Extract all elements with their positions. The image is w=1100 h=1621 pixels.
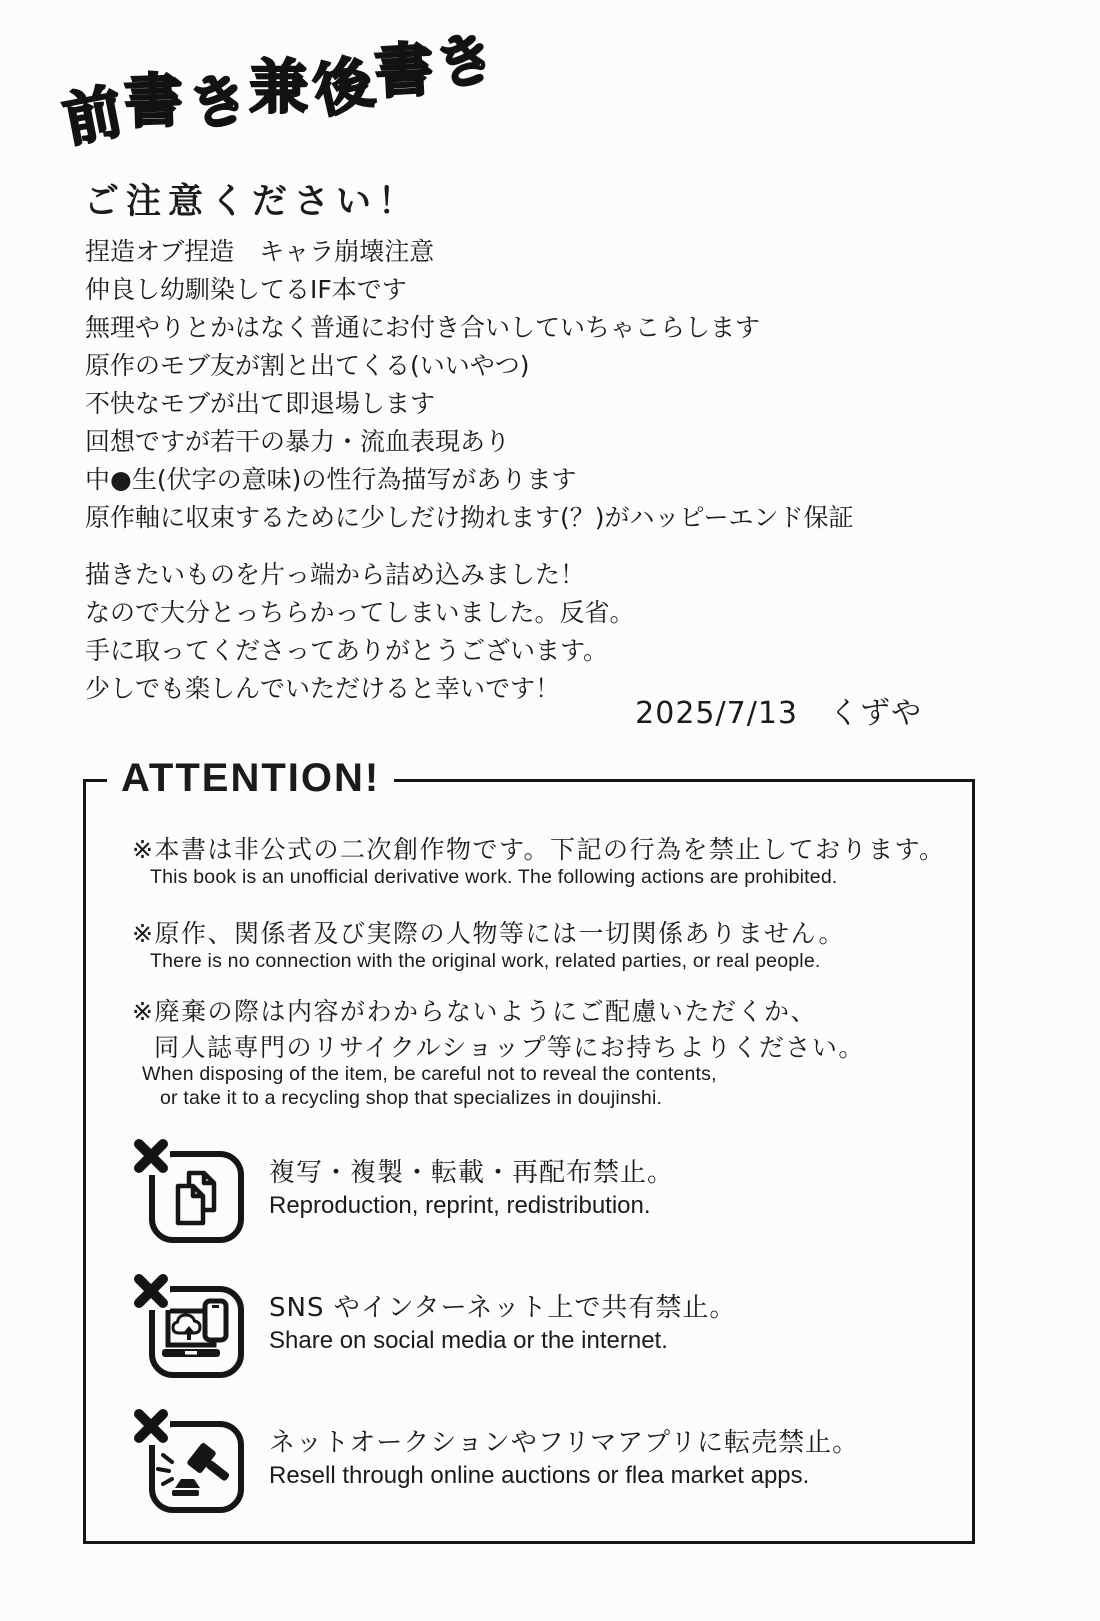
disclaimer-en: When disposing of the item, be careful not to reveal the contents, [142, 1063, 717, 1085]
prohibition-text-en: Resell through online auctions or flea market apps. [269, 1462, 810, 1489]
warning-line: 不快なモブが出て即退場します [85, 389, 436, 418]
prohibition-text-ja: ネットオークションやフリマアプリに転売禁止。 [269, 1428, 860, 1458]
disclaimer-en: There is no connection with the original work, related parties, or real people. [150, 950, 821, 972]
prohibition-caption [269, 1285, 736, 1379]
title-char: 前 [58, 76, 133, 155]
title-char: 書 [123, 66, 189, 137]
prohibition-x-icon [128, 1403, 174, 1449]
prohibition-badge [148, 1285, 245, 1379]
prohibition-text-en: Reproduction, reprint, redistribution. [269, 1192, 651, 1219]
disclaimer-en: or take it to a recycling shop that specializes in doujinshi. [160, 1087, 663, 1109]
prohibition-row-share [148, 1285, 736, 1379]
warning-line: 中●生(伏字の意味)の性行為描写があります [85, 465, 577, 494]
title-char: き [427, 18, 508, 103]
prohibition-caption [269, 1420, 859, 1514]
disclaimer-ja: 同人誌専門のリサイクルショップ等にお持ちよりください。 [154, 1033, 865, 1062]
title-char: 後 [307, 45, 385, 127]
title-char: 兼 [249, 52, 313, 121]
prohibition-badge [148, 1420, 245, 1514]
disclaimer-en: This book is an unofficial derivative work. The following actions are prohibited. [150, 866, 838, 888]
afterword-line: なので大分とっちらかってしまいました。反省。 [85, 598, 635, 627]
prohibition-text-ja: SNS やインターネット上で共有禁止。 [269, 1293, 737, 1323]
warning-line: 原作軸に収束するために少しだけ拗れます(？)がハッピーエンド保証 [85, 503, 854, 532]
prohibition-row-copy [148, 1150, 674, 1244]
warning-line: 原作のモブ友が割と出てくる(いいやつ) [85, 351, 530, 380]
prohibition-text-ja: 複写・複製・転載・再配布禁止。 [269, 1158, 675, 1188]
prohibition-badge [148, 1150, 245, 1244]
caution-heading: ご注意ください！ [84, 181, 421, 222]
afterword-message [85, 556, 635, 708]
title-char: き [182, 60, 261, 143]
prohibition-x-icon [128, 1268, 174, 1314]
prohibition-caption [269, 1150, 674, 1244]
attention-box [83, 756, 975, 1544]
warning-line: 無理やりとかはなく普通にお付き合いしていちゃこらします [85, 313, 761, 342]
warning-line: 回想ですが若干の暴力・流血表現あり [85, 427, 511, 456]
afterword-line: 描きたいものを片っ端から詰め込みました！ [85, 560, 586, 589]
date-signature: 2025/7/13 くずや [635, 696, 922, 731]
page-title [58, 18, 508, 155]
disclaimer-ja: ※本書は非公式の二次創作物です。下記の行為を禁止しております。 [132, 835, 946, 864]
prohibition-row-resell [148, 1420, 859, 1514]
disclaimer-ja: ※廃棄の際は内容がわからないようにご配慮いただくか、 [132, 997, 817, 1026]
warning-line: 仲良し幼馴染してるIF本です [85, 275, 407, 304]
warning-line: 捏造オブ捏造 キャラ崩壊注意 [85, 237, 435, 266]
prohibition-x-icon [128, 1133, 174, 1179]
afterword-line: 少しでも楽しんでいただけると幸いです！ [85, 674, 561, 703]
prohibition-text-en: Share on social media or the internet. [269, 1327, 668, 1354]
content-warnings-list [85, 233, 854, 537]
title-char: 書 [373, 35, 440, 107]
disclaimer-ja: ※原作、関係者及び実際の人物等には一切関係ありません。 [132, 919, 845, 948]
attention-header: ATTENTION! [107, 754, 394, 802]
afterword-line: 手に取ってくださってありがとうございます。 [85, 636, 609, 665]
